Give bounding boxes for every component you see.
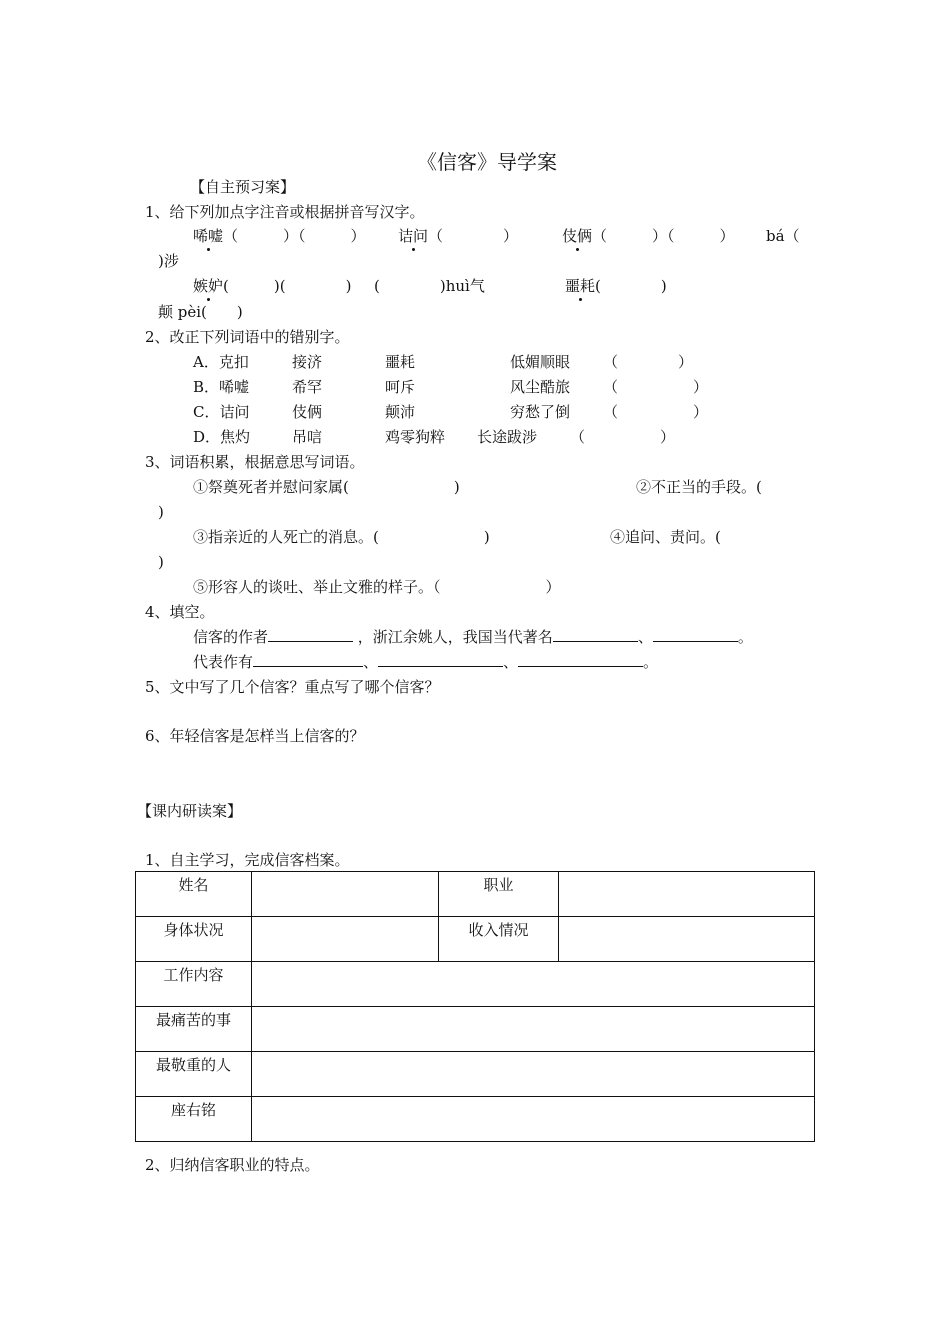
question-3-item-4: ④追问、责问。( bbox=[610, 528, 721, 546]
cell-work-label: 工作内容 bbox=[136, 962, 252, 1007]
question-3-close-paren: ) bbox=[158, 503, 164, 521]
dotted-word: 唏嘘 bbox=[193, 227, 224, 245]
option-word: 吊唁 bbox=[292, 428, 323, 446]
option-label: C．诘问 bbox=[193, 403, 250, 421]
page-title: 《信客》导学案 bbox=[417, 150, 557, 174]
cell-respect-value bbox=[252, 1052, 815, 1097]
section-2-question-1: 1、自主学习，完成信客档案。 bbox=[145, 851, 350, 869]
question-3-item-2: ②不正当的手段。( bbox=[636, 478, 762, 496]
question-1-line-4: 颠 pèi( ) bbox=[158, 303, 243, 321]
option-word: 伎俩 bbox=[292, 403, 323, 421]
cell-pain-label: 最痛苦的事 bbox=[136, 1007, 252, 1052]
option-word: 接济 bbox=[292, 353, 323, 371]
separator: 、 bbox=[363, 653, 379, 671]
dotted-word: 噩耗 bbox=[565, 277, 596, 295]
section-heading-study: 【课内研读案】 bbox=[137, 802, 243, 820]
cell-income-label: 收入情况 bbox=[439, 917, 559, 962]
option-word: 希罕 bbox=[292, 378, 323, 396]
question-1-line-3b: ( )huì气 bbox=[374, 277, 485, 295]
cell-name-label: 姓名 bbox=[136, 872, 252, 917]
section-2-question-2: 2、归纳信客职业的特点。 bbox=[145, 1156, 320, 1174]
option-label: D．焦灼 bbox=[193, 428, 251, 446]
period: 。 bbox=[737, 628, 753, 646]
answer-blank: （ ） bbox=[603, 403, 709, 421]
question-4-line-1 bbox=[193, 627, 753, 647]
cell-motto-label: 座右铭 bbox=[136, 1097, 252, 1142]
question-1-line-1b bbox=[398, 226, 518, 246]
question-1-line-1c bbox=[562, 226, 735, 246]
question-4-line-2 bbox=[193, 652, 658, 672]
blank: ( )( ) bbox=[223, 277, 352, 295]
fill-blank bbox=[253, 652, 363, 667]
fill-text: 信客的作者 bbox=[193, 628, 269, 646]
question-6: 6、年轻信客是怎样当上信客的？ bbox=[145, 727, 365, 745]
fill-blank bbox=[378, 652, 503, 667]
cell-respect-label: 最敬重的人 bbox=[136, 1052, 252, 1097]
question-5: 5、文中写了几个信客？重点写了哪个信客？ bbox=[145, 678, 440, 696]
question-1-line-1 bbox=[193, 226, 366, 246]
cell-health-value bbox=[252, 917, 439, 962]
fill-blank bbox=[268, 627, 353, 642]
dotted-word: 诘问 bbox=[398, 227, 429, 245]
cell-health-label: 身体状况 bbox=[136, 917, 252, 962]
fill-blank bbox=[653, 627, 738, 642]
dotted-word: 伎俩 bbox=[562, 227, 593, 245]
option-word: 鸡零狗粹 bbox=[385, 428, 446, 446]
option-word: 风尘酷旅 bbox=[510, 378, 571, 396]
dotted-word: 嫉妒 bbox=[193, 277, 224, 295]
question-3-item-3: ③指亲近的人死亡的消息。( ) bbox=[193, 528, 490, 546]
cell-pain-value bbox=[252, 1007, 815, 1052]
answer-blank: （ ） bbox=[603, 378, 709, 396]
section-heading-preview: 【自主预习案】 bbox=[190, 178, 296, 196]
option-word: 呵斥 bbox=[385, 378, 416, 396]
answer-blank: （ ） bbox=[603, 353, 694, 371]
cell-work-value bbox=[252, 962, 815, 1007]
question-1-line-3c bbox=[565, 276, 667, 296]
option-word: 颠沛 bbox=[385, 403, 416, 421]
question-3-close-paren: ) bbox=[158, 553, 164, 571]
option-word: 噩耗 bbox=[385, 353, 416, 371]
cell-income-value bbox=[559, 917, 815, 962]
cell-motto-value bbox=[252, 1097, 815, 1142]
separator: 、 bbox=[637, 628, 653, 646]
fill-blank bbox=[518, 652, 643, 667]
fill-text: 代表作有 bbox=[193, 653, 254, 671]
fill-blank bbox=[553, 627, 638, 642]
blank: （ ） bbox=[428, 227, 519, 245]
blank: （ ）（ ） bbox=[223, 227, 366, 245]
cell-job-value bbox=[559, 872, 815, 917]
cell-name-value bbox=[252, 872, 439, 917]
question-2-prompt: 2、改正下列词语中的错别字。 bbox=[145, 328, 350, 346]
separator: 、 bbox=[503, 653, 519, 671]
option-label: B．唏嘘 bbox=[193, 378, 250, 396]
question-1-pinyin-ba: bá（ bbox=[766, 227, 800, 245]
question-1-prompt: 1、给下列加点字注音或根据拼音写汉字。 bbox=[145, 203, 425, 221]
fill-text: ，浙江余姚人，我国当代著名 bbox=[357, 628, 553, 646]
option-word: 长途跋涉 bbox=[477, 428, 538, 446]
question-3-item-1: ①祭奠死者并慰问家属( ) bbox=[193, 478, 460, 496]
question-1-line-2: )涉 bbox=[158, 252, 179, 270]
option-word: 低媚顺眼 bbox=[510, 353, 571, 371]
question-1-line-3a bbox=[193, 276, 351, 296]
blank: ( ) bbox=[595, 277, 667, 295]
question-4-prompt: 4、填空。 bbox=[145, 603, 215, 621]
answer-blank: （ ） bbox=[570, 428, 676, 446]
blank: （ ）（ ） bbox=[592, 227, 735, 245]
cell-job-label: 职业 bbox=[439, 872, 559, 917]
period: 。 bbox=[643, 653, 659, 671]
option-label: A．克扣 bbox=[193, 353, 249, 371]
messenger-profile-table bbox=[135, 871, 815, 1142]
question-3-item-5: ⑤形容人的谈吐、举止文雅的样子。（ ） bbox=[193, 578, 561, 596]
option-word: 穷愁了倒 bbox=[510, 403, 571, 421]
question-3-prompt: 3、词语积累，根据意思写词语。 bbox=[145, 453, 365, 471]
